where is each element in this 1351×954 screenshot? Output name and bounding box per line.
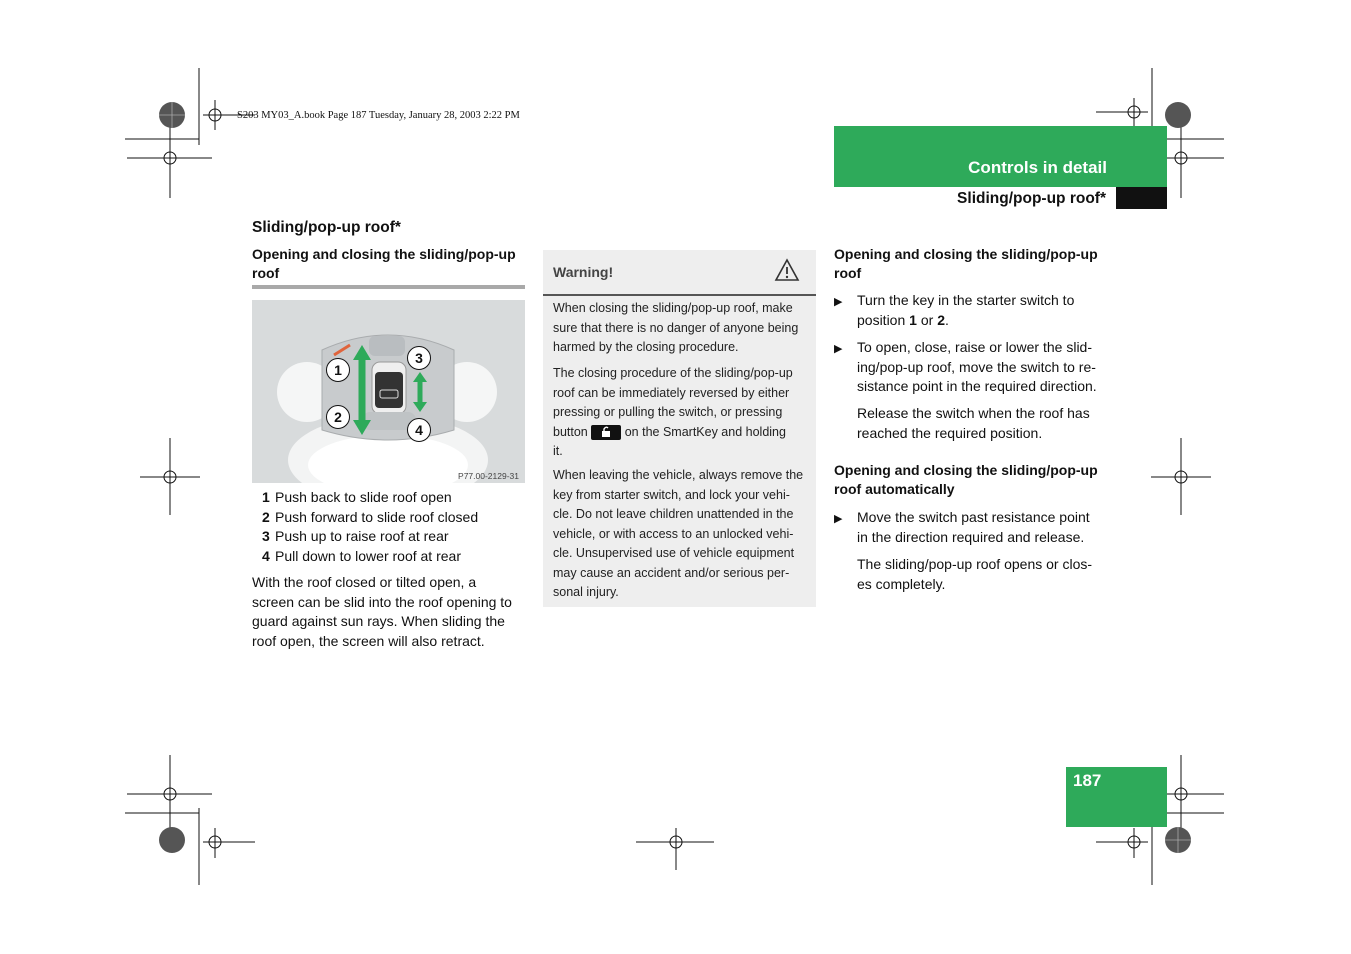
bullet-triangle-icon: ▶ [834,296,843,308]
warning-triangle-icon [774,258,800,282]
left-subtitle: Opening and closing the sliding/pop-up roof [252,246,516,281]
smartkey-unlock-icon [591,425,621,440]
figure-code: P77.00-2129-31 [458,471,519,481]
page-title: Sliding/pop-up roof* [252,219,401,236]
subsection-title: Sliding/pop-up roof* [957,190,1106,207]
bullet-triangle-icon: ▶ [834,343,843,355]
warning-paragraph-3: When leaving the vehicle, always remove the key from starter switch, and lock your vehi- cle. Do not leave children unattended in the vehicle, or with access to an unlocked vehi- cle. Unsupervised use of vehicle equipment may cause an accident and/or serious per- sonal injury. [553,468,804,599]
legend-item: 1 Push back to slide roof open [262,489,452,505]
right-subheading-2: Opening and closing the sliding/pop-up roof automatically [834,462,1098,497]
bullet-move-switch: To open, close, raise or lower the slid- ing/pop-up roof, move the switch to re- sistance point in the required direction. [857,339,1097,394]
bullet-note-opens: The sliding/pop-up roof opens or clos- es completely. [857,556,1093,592]
warning-title: Warning! [553,264,614,280]
callout-3: 3 [407,346,431,370]
right-subheading-1: Opening and closing the sliding/pop-up roof [834,246,1098,281]
warning-paragraph-1: When closing the sliding/pop-up roof, make sure that there is no danger of anyone being harmed by the closing procedure. [553,301,799,354]
bullet-triangle-icon: ▶ [834,513,843,525]
section-title: Controls in detail [968,158,1107,177]
bullet-turn-key: Turn the key in the starter switch to position 1 or 2. [857,292,1075,328]
header-tab-marker [1116,187,1167,209]
divider [252,285,525,289]
bullet-move-past-resistance: Move the switch past resistance point in the direction required and release. [857,509,1090,545]
callout-1: 1 [326,358,350,382]
callout-2: 2 [326,405,350,429]
roof-switch-figure [252,300,525,483]
callout-4: 4 [407,418,431,442]
roof-switch-illustration [252,300,525,483]
figure-legend [262,488,478,566]
print-header: S203 MY03_A.book Page 187 Tuesday, January 28, 2003 2:22 PM [237,110,520,121]
legend-item: 4 Pull down to lower roof at rear [262,547,461,564]
warning-paragraph-2: The closing procedure of the sliding/pop-up roof can be immediately reversed by either pressing or pulling the switch, or pressing button on the SmartKey and holding it. [553,366,793,458]
screen-paragraph: With the roof closed or tilted open, a screen can be slid into the roof opening to guard against sun rays. When sliding the roof open, the screen will also retract. [252,574,512,649]
bullet-note-release: Release the switch when the roof has reached the required position. [857,405,1090,441]
legend-item: 3 Push up to raise roof at rear [262,528,449,544]
legend-item: 2 Push forward to slide roof closed [262,508,479,525]
page-number: 187 [1073,771,1102,790]
